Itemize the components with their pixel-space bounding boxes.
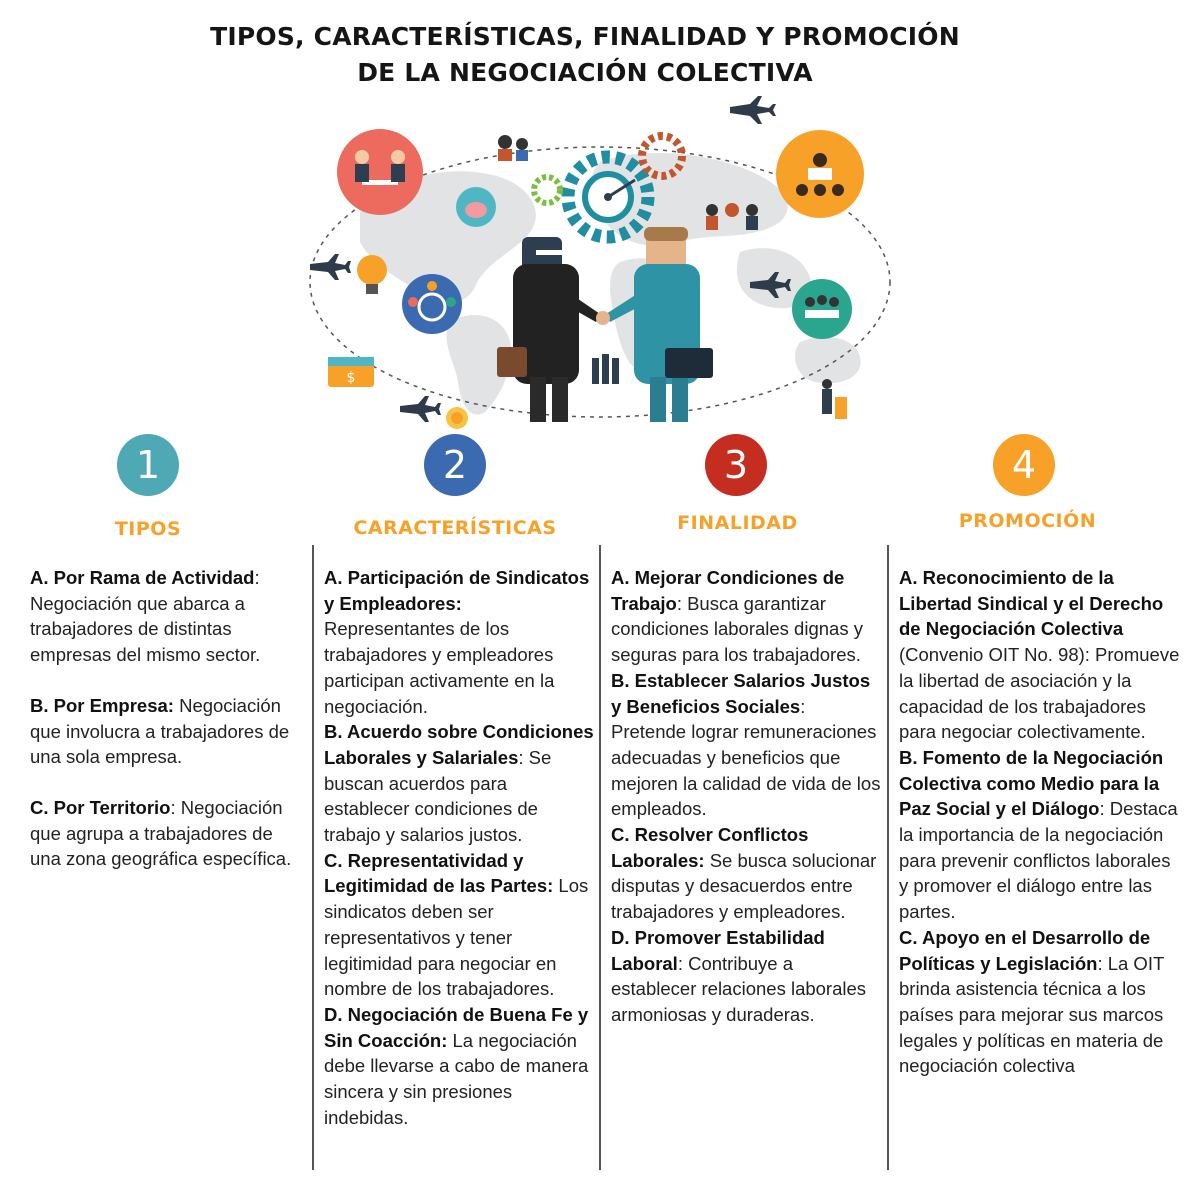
number-badge-4: 4 [993,434,1055,496]
list-item: B. Establecer Salarios Justos y Beneficios Sociales: Pretende lograr remuneraciones adecuadas y beneficios que mejoren la calidad de vida de los empleados. [611,669,881,820]
heading-tipos: TIPOS [114,518,182,540]
list-item: A. Participación de Sindicatos y Empleadores: Representantes de los trabajadores y empleadores participan activamente en la negociación. [324,567,590,717]
column-caracteristicas [324,565,596,1130]
column-divider [599,545,601,1170]
list-item: B. Por Empresa: Negociación que involucra a trabajadores de una sola empresa. [30,694,290,768]
list-item: A. Por Rama de Actividad: Negociación que abarca a trabajadores de distintas empresas del mismo sector. [30,567,261,666]
column-divider [312,545,314,1170]
column-finalidad [611,565,883,1028]
team-icon [402,274,462,334]
list-item: A. Mejorar Condiciones de Trabajo: Busca garantizar condiciones laborales dignas y seguras para los trabajadores. [611,567,863,666]
list-item: B. Acuerdo sobre Condiciones Laborales y Salariales: Se buscan acuerdos para establecer condiciones de trabajo y salarios justos. [324,721,594,846]
lightbulb-icon [357,255,387,294]
briefcase-icon [328,357,374,387]
number-badge-1: 1 [117,434,179,496]
conference-icon [776,130,864,218]
list-item: D. Negociación de Buena Fe y Sin Coacción: La negociación debe llevarse a cabo de manera sincera y sin presiones indebidas. [324,1003,589,1128]
number-badge-2: 2 [424,434,486,496]
heading-finalidad: FINALIDAD [677,512,798,534]
page-subtitle: DE LA NEGOCIACIÓN COLECTIVA [357,58,813,87]
heading-caracteristicas: CARACTERÍSTICAS [353,517,557,539]
coin-icon [446,407,468,429]
column-divider [887,545,889,1170]
team-icon [792,279,852,339]
list-item: C. Resolver Conflictos Laborales: Se busca solucionar disputas y desacuerdos entre trabajadores y empleadores. [611,824,877,923]
svg-text:$: $ [346,370,356,386]
piggy-bank-icon [456,187,496,227]
list-item: B. Fomento de la Negociación Colectiva como Medio para la Paz Social y el Diálogo: Destaca la importancia de la negociación para prevenir conflictos laborales y promover el diálogo entre las partes. [899,746,1178,923]
list-item: C. Representatividad y Legitimidad de las Partes: Los sindicatos deben ser representativos y tener legitimidad para negociar en nombre de los trabajadores. [324,849,589,1000]
list-item: D. Promover Estabilidad Laboral: Contribuye a establecer relaciones laborales armoniosas y duraderas. [611,926,867,1025]
list-item: A. Reconocimiento de la Libertad Sindical y el Derecho de Negociación Colectiva (Convenio OIT No. 98): Promueve la libertad de asociación y la capacidad de los trabajadores para negociar colectivamente. [899,567,1180,743]
podium-icon [822,379,847,419]
page-title: TIPOS, CARACTERÍSTICAS, FINALIDAD Y PROMOCIÓN [210,22,960,51]
list-item: C. Por Territorio: Negociación que agrupa a trabajadores de una zona geográfica específica. [30,796,292,870]
number-badge-3: 3 [705,434,767,496]
column-tipos [30,565,308,872]
heading-promocion: PROMOCIÓN [958,510,1097,532]
list-item: C. Apoyo en el Desarrollo de Políticas y Legislación: La OIT brinda asistencia técnica a los países para mejorar sus marcos legales y políticas en materia de negociación colectiva [899,926,1164,1077]
handshake-illustration [300,92,910,432]
column-promocion [899,565,1181,1079]
handshake-icon [497,227,713,422]
meeting-icon [337,129,423,215]
